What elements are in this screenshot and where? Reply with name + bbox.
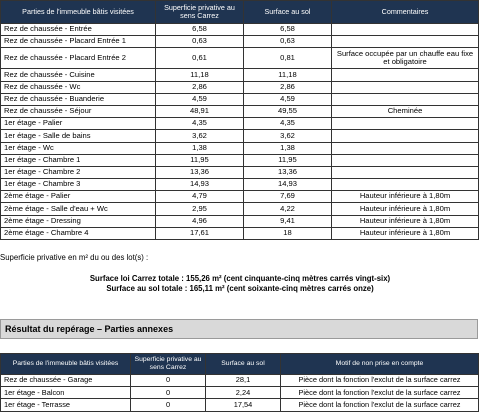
- cell-commentaire: Hauteur inférieure à 1,80m: [332, 227, 479, 239]
- cell-partie: Rez de chaussée - Placard Entrée 2: [1, 48, 156, 69]
- cell-carrez: 13,36: [156, 166, 244, 178]
- note-text: Superficie privative en m² du ou des lot(s) :: [0, 253, 149, 262]
- column-header-carrez: Superficie privative au sens Carrez: [156, 1, 244, 24]
- cell-partie: 1er étage - Chambre 3: [1, 179, 156, 191]
- cell-carrez: 11,18: [156, 69, 244, 81]
- cell-sol: 0,63: [244, 36, 332, 48]
- cell-commentaire: [332, 154, 479, 166]
- cell-carrez: 2,86: [156, 81, 244, 93]
- cell-carrez: 0: [131, 399, 206, 411]
- table-row: [1, 399, 479, 411]
- cell-sol: 11,18: [244, 69, 332, 81]
- cell-motif: Pièce dont la fonction l'exclut de la surface carrez: [281, 375, 479, 387]
- table-header-row: [1, 354, 479, 375]
- cell-sol: 49,55: [244, 105, 332, 117]
- table-row: [1, 215, 479, 227]
- cell-carrez: 0,63: [156, 36, 244, 48]
- table-row: [1, 69, 479, 81]
- section-title: Résultat du repérage – Parties annexes: [5, 324, 174, 334]
- table-row: [1, 48, 479, 69]
- cell-partie: 2ème étage - Salle d'eau + Wc: [1, 203, 156, 215]
- cell-sol: 3,62: [244, 130, 332, 142]
- cell-commentaire: [332, 69, 479, 81]
- cell-partie: Rez de chaussée - Entrée: [1, 24, 156, 36]
- cell-partie: 1er étage - Terrasse: [1, 399, 131, 411]
- table-row: [1, 179, 479, 191]
- cell-sol: 4,22: [244, 203, 332, 215]
- cell-sol: 18: [244, 227, 332, 239]
- cell-sol: 2,86: [244, 81, 332, 93]
- cell-commentaire: Cheminée: [332, 105, 479, 117]
- cell-partie: 2ème étage - Chambre 4: [1, 227, 156, 239]
- cell-carrez: 4,79: [156, 191, 244, 203]
- cell-commentaire: [332, 118, 479, 130]
- cell-sol: 9,41: [244, 215, 332, 227]
- cell-sol: 2,24: [206, 387, 281, 399]
- cell-partie: Rez de chaussée - Buanderie: [1, 93, 156, 105]
- table-header-row: [1, 1, 479, 24]
- cell-sol: 28,1: [206, 375, 281, 387]
- table-body: [1, 375, 479, 412]
- cell-partie: 1er étage - Chambre 1: [1, 154, 156, 166]
- cell-commentaire: [332, 81, 479, 93]
- cell-partie: Rez de chaussée - Wc: [1, 81, 156, 93]
- cell-partie: 1er étage - Salle de bains: [1, 130, 156, 142]
- cell-sol: 4,59: [244, 93, 332, 105]
- column-header-partie: Parties de l'immeuble bâtis visitées: [1, 354, 131, 375]
- cell-carrez: 14,93: [156, 179, 244, 191]
- table-row: [1, 387, 479, 399]
- cell-commentaire: [332, 142, 479, 154]
- table-row: [1, 166, 479, 178]
- cell-carrez: 0: [131, 375, 206, 387]
- cell-carrez: 4,59: [156, 93, 244, 105]
- cell-sol: 13,36: [244, 166, 332, 178]
- cell-commentaire: [332, 130, 479, 142]
- cell-partie: Rez de chaussée - Séjour: [1, 105, 156, 117]
- cell-sol: 14,93: [244, 179, 332, 191]
- cell-partie: Rez de chaussée - Cuisine: [1, 69, 156, 81]
- column-header-motif: Motif de non prise en compte: [281, 354, 479, 375]
- table-row: [1, 81, 479, 93]
- summary-sol: Surface au sol totale : 165,11 m² (cent soixante-cinq mètres carrés onze): [106, 284, 374, 293]
- cell-commentaire: Surface occupée par un chauffe eau fixe et obligatoire: [332, 48, 479, 69]
- column-header-sol: Surface au sol: [244, 1, 332, 24]
- cell-partie: Rez de chaussée - Placard Entrée 1: [1, 36, 156, 48]
- table-body: [1, 24, 479, 240]
- cell-sol: 1,38: [244, 142, 332, 154]
- table-row: [1, 203, 479, 215]
- cell-sol: 0,81: [244, 48, 332, 69]
- cell-carrez: 17,61: [156, 227, 244, 239]
- cell-partie: 2ème étage - Palier: [1, 191, 156, 203]
- cell-sol: 7,69: [244, 191, 332, 203]
- cell-carrez: 1,38: [156, 142, 244, 154]
- column-header-commentaire: Commentaires: [332, 1, 479, 24]
- cell-carrez: 11,95: [156, 154, 244, 166]
- cell-sol: 4,35: [244, 118, 332, 130]
- cell-commentaire: Hauteur inférieure à 1,80m: [332, 203, 479, 215]
- table-row: [1, 227, 479, 239]
- cell-carrez: 0: [131, 387, 206, 399]
- table-row: [1, 36, 479, 48]
- cell-commentaire: [332, 24, 479, 36]
- cell-carrez: 4,35: [156, 118, 244, 130]
- table-row: [1, 118, 479, 130]
- cell-partie: Rez de chaussée - Garage: [1, 375, 131, 387]
- cell-motif: Pièce dont la fonction l'exclut de la surface carrez: [281, 399, 479, 411]
- table-row: [1, 93, 479, 105]
- cell-partie: 2ème étage - Dressing: [1, 215, 156, 227]
- cell-commentaire: [332, 179, 479, 191]
- cell-commentaire: Hauteur inférieure à 1,80m: [332, 215, 479, 227]
- table-row: [1, 105, 479, 117]
- cell-commentaire: [332, 36, 479, 48]
- column-header-sol: Surface au sol: [206, 354, 281, 375]
- table-row: [1, 191, 479, 203]
- cell-sol: 17,54: [206, 399, 281, 411]
- cell-carrez: 4,96: [156, 215, 244, 227]
- table-row: [1, 154, 479, 166]
- column-header-partie: Parties de l'immeuble bâtis visitées: [1, 1, 156, 24]
- cell-sol: 11,95: [244, 154, 332, 166]
- cell-carrez: 48,91: [156, 105, 244, 117]
- cell-carrez: 6,58: [156, 24, 244, 36]
- cell-partie: 1er étage - Wc: [1, 142, 156, 154]
- cell-partie: 1er étage - Balcon: [1, 387, 131, 399]
- section-header: [0, 319, 478, 339]
- table-row: [1, 375, 479, 387]
- table-row: [1, 142, 479, 154]
- cell-carrez: 3,62: [156, 130, 244, 142]
- cell-commentaire: [332, 166, 479, 178]
- cell-partie: 1er étage - Chambre 2: [1, 166, 156, 178]
- annexes-table: [0, 353, 479, 412]
- summary-carrez: Surface loi Carrez totale : 155,26 m² (cent cinquante-cinq mètres carrés vingt-six): [89, 274, 391, 283]
- table-row: [1, 24, 479, 36]
- cell-motif: Pièce dont la fonction l'exclut de la surface carrez: [281, 387, 479, 399]
- cell-commentaire: Hauteur inférieure à 1,80m: [332, 191, 479, 203]
- column-header-carrez: Superficie privative au sens Carrez: [131, 354, 206, 375]
- table-row: [1, 130, 479, 142]
- cell-partie: 1er étage - Palier: [1, 118, 156, 130]
- cell-carrez: 2,95: [156, 203, 244, 215]
- cell-carrez: 0,61: [156, 48, 244, 69]
- cell-sol: 6,58: [244, 24, 332, 36]
- cell-commentaire: [332, 93, 479, 105]
